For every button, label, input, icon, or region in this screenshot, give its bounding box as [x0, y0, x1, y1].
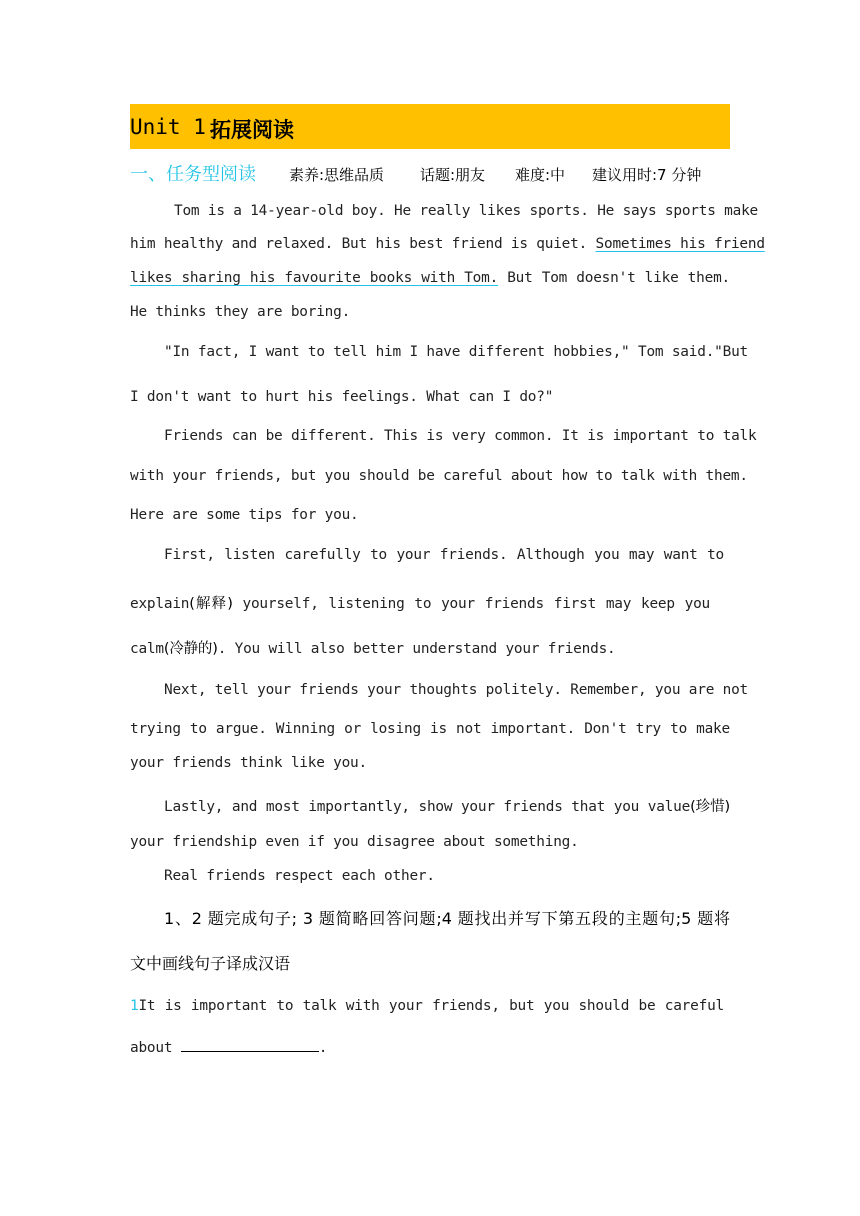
passage-line: He thinks they are boring.: [130, 304, 351, 320]
passage-line: I don't want to hurt his feelings. What can I do?": [130, 389, 554, 405]
question-1-line-2: [130, 1037, 327, 1056]
unit-title-bar: [130, 104, 730, 149]
question-number: 1: [130, 998, 139, 1014]
task-instructions: 1、2 题完成句子; 3 题简略回答问题;4 题找出并写下第五段的主题句;5 题将: [164, 909, 730, 928]
passage-text: him healthy and relaxed. But his best friend is quiet.: [130, 236, 596, 252]
gloss-text: (珍惜): [690, 799, 731, 815]
gloss-text: (冷静的): [163, 641, 218, 657]
unit-title-text: 拓展阅读: [210, 118, 294, 142]
passage-line: [130, 236, 765, 252]
passage-line: your friends think like you.: [130, 755, 367, 771]
passage-line: Here are some tips for you.: [130, 507, 359, 523]
passage-line: Tom is a 14-year-old boy. He really likes sports. He says sports make: [174, 203, 759, 219]
passage-text: calm: [130, 641, 164, 657]
passage-line: trying to argue. Winning or losing is not important. Don't try to make: [130, 721, 730, 737]
passage-line: [130, 592, 710, 613]
passage-text: yourself, listening to your friends first may keep you: [232, 596, 711, 612]
passage-line: [164, 795, 730, 816]
meta-skill: 素养:思维品质: [289, 166, 385, 184]
gloss-text: (解释): [189, 596, 233, 612]
passage-line: with your friends, but you should be careful about how to talk with them.: [130, 468, 748, 484]
passage-line: your friendship even if you disagree about something.: [130, 834, 579, 850]
question-end: .: [318, 1040, 328, 1056]
question-text: It is important to talk with your friends, but you should be careful: [138, 998, 724, 1014]
answer-blank[interactable]: [181, 1037, 319, 1052]
passage-line: Real friends respect each other.: [164, 868, 435, 884]
underlined-sentence: likes sharing his favourite books with Tom.: [130, 270, 499, 286]
passage-text: . You will also better understand your friends.: [217, 641, 616, 657]
passage-text: Lastly, and most importantly, show your friends that you value: [164, 799, 691, 815]
meta-difficulty: 难度:中: [515, 166, 566, 184]
question-text: about: [130, 1040, 181, 1056]
passage-line: Friends can be different. This is very common. It is important to talk: [164, 428, 757, 444]
underlined-sentence: Sometimes his friend: [595, 236, 765, 252]
passage-line: First, listen carefully to your friends. Although you may want to: [164, 547, 724, 563]
passage-line: [130, 270, 730, 286]
meta-time: 建议用时:7 分钟: [592, 166, 702, 184]
passage-line: "In fact, I want to tell him I have different hobbies," Tom said."But: [164, 344, 749, 360]
task-instructions: 文中画线句子译成汉语: [130, 954, 291, 973]
passage-text: explain: [130, 596, 190, 612]
question-1: [130, 998, 724, 1014]
passage-line: [130, 637, 616, 658]
passage-text: But Tom doesn't like them.: [498, 270, 731, 286]
passage-line: Next, tell your friends your thoughts politely. Remember, you are not: [164, 682, 749, 698]
section-heading: 一、任务型阅读: [130, 164, 256, 185]
unit-title-number: Unit 1: [130, 115, 206, 139]
meta-topic: 话题:朋友: [420, 166, 486, 184]
